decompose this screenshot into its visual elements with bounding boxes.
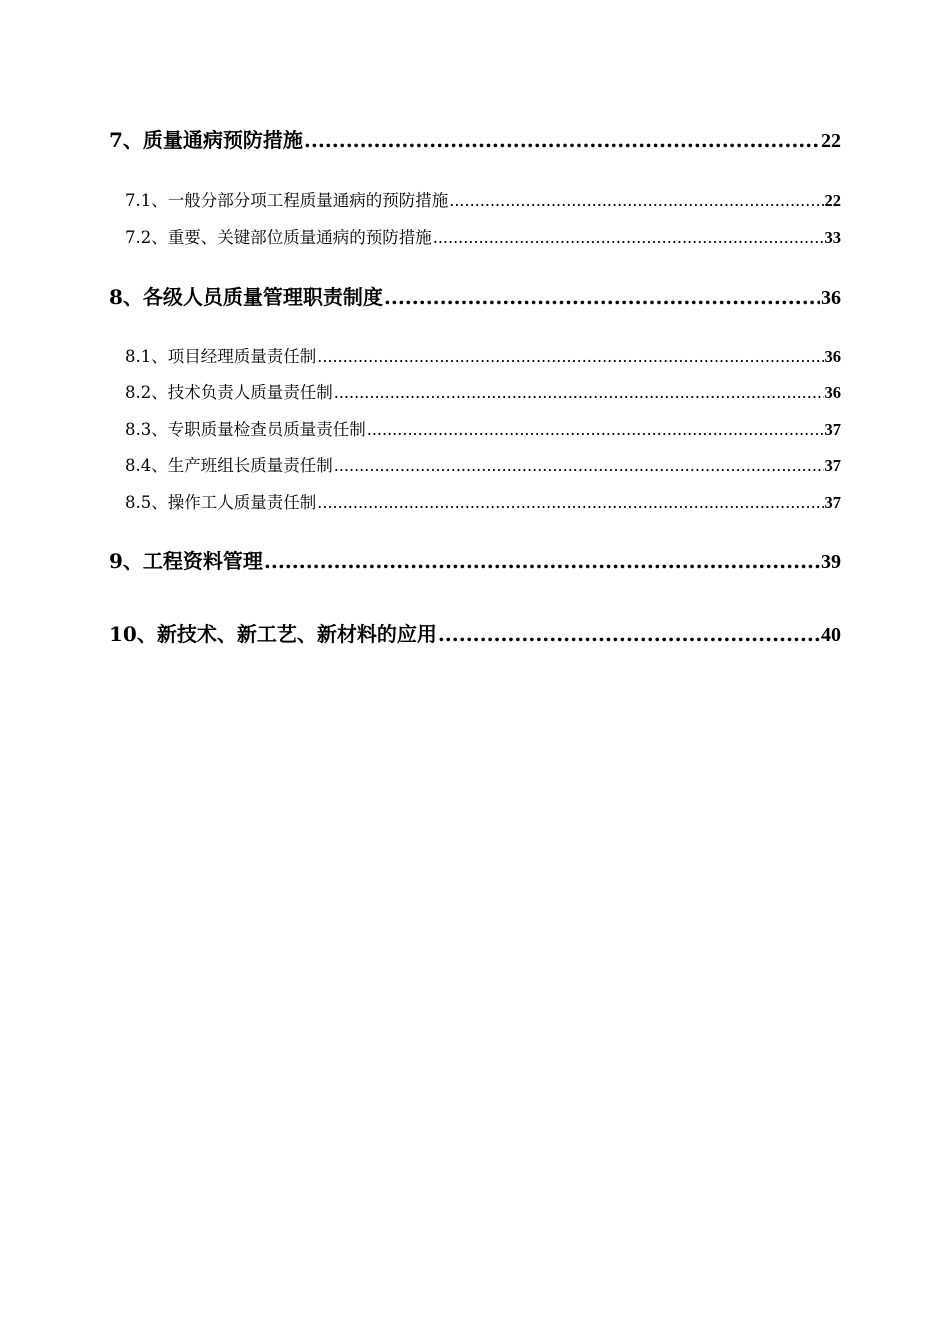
toc-entry-page: 36 xyxy=(821,287,841,309)
toc-entry-7-2[interactable] xyxy=(125,224,841,248)
toc-entry-label: 9、工程资料管理 xyxy=(109,549,263,573)
toc-entry-7-1[interactable] xyxy=(125,187,841,211)
toc-entry-page: 37 xyxy=(824,456,841,475)
toc-leader-dots xyxy=(317,493,823,512)
toc-leader-dots xyxy=(334,383,824,402)
toc-entry-page: 36 xyxy=(824,347,841,366)
toc-leader-dots xyxy=(449,191,823,210)
toc-entry-page: 33 xyxy=(824,228,841,247)
toc-leader-dots xyxy=(317,347,823,366)
toc-entry-page: 22 xyxy=(821,130,841,152)
toc-entry-7[interactable] xyxy=(109,124,841,153)
toc-entry-label: 10、新技术、新工艺、新材料的应用 xyxy=(109,622,437,646)
toc-entry-label: 8.5、操作工人质量责任制 xyxy=(125,493,317,512)
toc-entry-page: 22 xyxy=(824,191,841,210)
toc-entry-label: 8.4、生产班组长质量责任制 xyxy=(125,456,333,475)
toc-entry-label: 7.2、重要、关键部位质量通病的预防措施 xyxy=(125,228,432,247)
toc-entry-page: 39 xyxy=(821,551,841,573)
toc-entry-10[interactable] xyxy=(109,618,841,647)
toc-leader-dots xyxy=(304,128,820,152)
toc-entry-page: 37 xyxy=(824,420,841,439)
toc-entry-page: 36 xyxy=(824,383,841,402)
toc-entry-label: 7、质量通病预防措施 xyxy=(109,128,303,152)
toc-entry-page: 40 xyxy=(821,624,841,646)
toc-leader-dots xyxy=(367,420,824,439)
toc-entry-8-3[interactable] xyxy=(125,416,841,440)
toc-leader-dots xyxy=(438,622,820,646)
toc-entry-8[interactable] xyxy=(109,281,841,310)
toc-entry-page: 37 xyxy=(824,493,841,512)
toc-entry-label: 8、各级人员质量管理职责制度 xyxy=(109,285,383,309)
toc-leader-dots xyxy=(264,549,820,573)
toc-entry-8-5[interactable] xyxy=(125,489,841,513)
toc-entry-8-2[interactable] xyxy=(125,379,841,403)
toc-entry-label: 8.1、项目经理质量责任制 xyxy=(125,347,317,366)
toc-entry-8-4[interactable] xyxy=(125,452,841,476)
toc-leader-dots xyxy=(433,228,824,247)
toc-leader-dots xyxy=(384,285,820,309)
toc-entry-8-1[interactable] xyxy=(125,343,841,367)
toc-entry-9[interactable] xyxy=(109,545,841,574)
toc-entry-label: 7.1、一般分部分项工程质量通病的预防措施 xyxy=(125,191,449,210)
toc-leader-dots xyxy=(334,456,824,475)
toc-entry-label: 8.2、技术负责人质量责任制 xyxy=(125,383,333,402)
toc-entry-label: 8.3、专职质量检查员质量责任制 xyxy=(125,420,366,439)
